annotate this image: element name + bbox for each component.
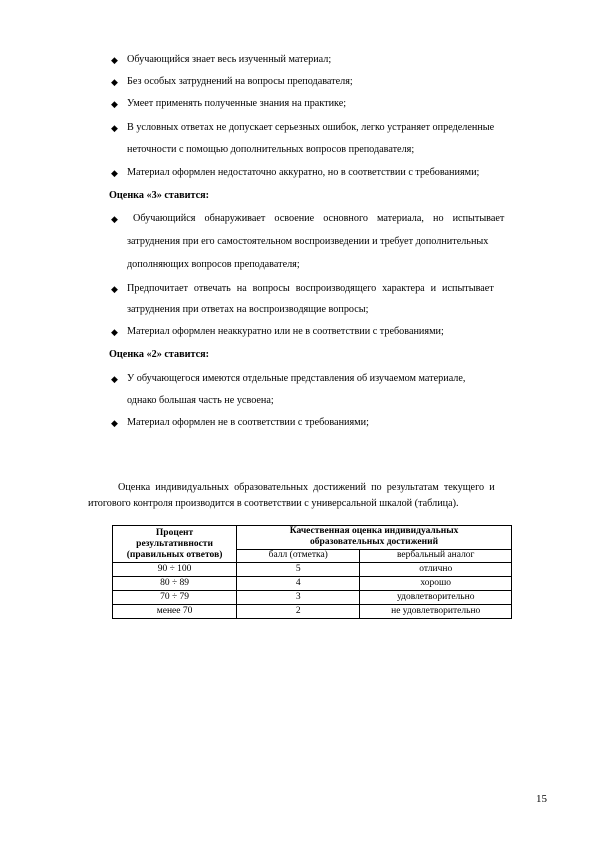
bullet-icon: ◆	[111, 327, 118, 337]
list-item: У обучающегося имеются отдельные представления об изучаемом материале,	[127, 373, 466, 384]
col-header-score: балл (отметка)	[237, 549, 360, 562]
header-text: Процент	[155, 527, 194, 538]
list-item: Материал оформлен не в соответствии с требованиями;	[127, 417, 369, 428]
list-item: Материал оформлен недостаточно аккуратно, но в соответствии с требованиями;	[127, 167, 480, 178]
bullet-icon: ◆	[111, 55, 118, 65]
table-cell: удовлетворительно	[360, 591, 512, 605]
bullet-icon: ◆	[111, 99, 118, 109]
list-item-continuation: затруднения при ответах на воспроизводящие вопросы;	[127, 304, 369, 315]
list-item: В условных ответах не допускает серьезных ошибок, легко устраняет определенные	[127, 122, 495, 133]
bullet-icon: ◆	[111, 374, 118, 384]
list-item-continuation: однако большая часть не усвоена;	[127, 395, 274, 406]
table-cell: хорошо	[360, 577, 512, 591]
table-cell: менее 70	[113, 605, 237, 619]
table-header-row	[113, 526, 512, 550]
bullet-icon: ◆	[111, 168, 118, 178]
table-cell: 5	[237, 563, 360, 577]
grade-3-heading: Оценка «3» ставится:	[109, 190, 210, 201]
table-cell: 70 ÷ 79	[113, 591, 237, 605]
list-item: Обучающийся знает весь изученный материал;	[127, 54, 332, 65]
col-header-group	[237, 526, 512, 550]
header-text: результативности	[136, 538, 213, 549]
col-header-percent	[113, 526, 237, 563]
paragraph-line: Оценка индивидуальных образовательных достижений по результатам текущего и	[118, 482, 495, 493]
table-row	[113, 591, 512, 605]
list-item: Предпочитает отвечать на вопросы воспроизводящего характера и испытывает	[127, 283, 494, 294]
list-item-continuation: неточности с помощью дополнительных вопросов преподавателя;	[127, 144, 415, 155]
bullet-icon: ◆	[111, 214, 118, 224]
table-cell: 90 ÷ 100	[113, 563, 237, 577]
list-item: Умеет применять полученные знания на практике;	[127, 98, 347, 109]
col-header-verbal: вербальный аналог	[360, 549, 512, 562]
list-item-continuation: затруднения при его самостоятельном воспроизведении и требует дополнительных	[127, 236, 489, 247]
table-cell: отлично	[360, 563, 512, 577]
header-text: (правильных ответов)	[126, 549, 223, 560]
grade-2-heading: Оценка «2» ставится:	[109, 349, 210, 360]
bullet-icon: ◆	[111, 284, 118, 294]
header-text: образовательных достижений	[310, 537, 439, 548]
header-text: Качественная оценка индивидуальных	[289, 526, 459, 537]
list-item: Обучающийся обнаруживает освоение основного материала, но испытывает	[133, 213, 505, 224]
table-cell: 4	[237, 577, 360, 591]
grades-table	[112, 525, 512, 619]
page-number: 15	[536, 793, 547, 805]
table-cell: 2	[237, 605, 360, 619]
list-item: Без особых затруднений на вопросы преподавателя;	[127, 76, 353, 87]
table-row	[113, 605, 512, 619]
list-item: Материал оформлен неаккуратно или не в соответствии с требованиями;	[127, 326, 444, 337]
bullet-icon: ◆	[111, 418, 118, 428]
table-cell: 3	[237, 591, 360, 605]
table-cell: 80 ÷ 89	[113, 577, 237, 591]
bullet-icon: ◆	[111, 77, 118, 87]
table-cell: не удовлетворительно	[360, 605, 512, 619]
bullet-icon: ◆	[111, 123, 118, 133]
paragraph-line: итогового контроля производится в соответствии с универсальной шкалой (таблица).	[88, 498, 459, 509]
table-row	[113, 577, 512, 591]
list-item-continuation: дополняющих вопросов преподавателя;	[127, 259, 300, 270]
table-row	[113, 563, 512, 577]
